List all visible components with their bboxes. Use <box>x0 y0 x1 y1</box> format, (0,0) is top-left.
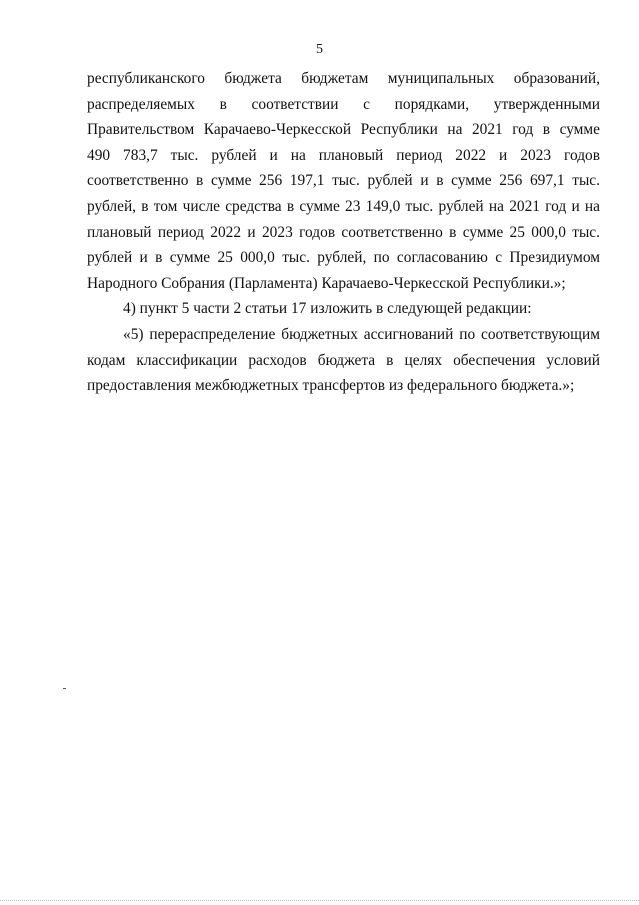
text-line: соответственно в сумме 256 197,1 тыс. рублей и в сумме 256 697,1 тыс. <box>87 172 600 190</box>
text-line: «5) перераспределение бюджетных ассигнований по соответствующим <box>123 325 600 343</box>
text-line: кодам классификации расходов бюджета в целях обеспечения условий <box>87 351 600 369</box>
page-number: 5 <box>316 42 323 57</box>
text-line: Правительством Карачаево-Черкесской Республики на 2021 год в сумме <box>87 121 600 139</box>
page-bottom-edge <box>0 900 639 902</box>
text-line: плановый период 2022 и 2023 годов соответственно в сумме 25 000,0 тыс. <box>87 223 600 241</box>
text-line: распределяемых в соответствии с порядками, утвержденными <box>87 95 600 113</box>
text-line: рублей, в том числе средства в сумме 23 149,0 тыс. рублей на 2021 год и на <box>87 197 600 215</box>
paragraph-item-4 <box>87 296 600 322</box>
margin-mark <box>63 688 66 689</box>
paragraph-continuation <box>87 66 600 296</box>
paragraph-quoted-item-5 <box>87 322 600 399</box>
text-line: 490 783,7 тыс. рублей и на плановый период 2022 и 2023 годов <box>87 146 600 164</box>
text-line: рублей и в сумме 25 000,0 тыс. рублей, по согласованию с Президиумом <box>87 249 600 267</box>
text-line: республиканского бюджета бюджетам муниципальных образований, <box>87 70 600 87</box>
text-line: предоставления межбюджетных трансфертов из федерального бюджета.»; <box>87 377 575 395</box>
body-text <box>87 66 600 399</box>
text-line: Народного Собрания (Парламента) Карачаево-Черкесской Республики.»; <box>87 274 566 292</box>
text-line: 4) пункт 5 части 2 статьи 17 изложить в следующей редакции: <box>123 300 532 318</box>
